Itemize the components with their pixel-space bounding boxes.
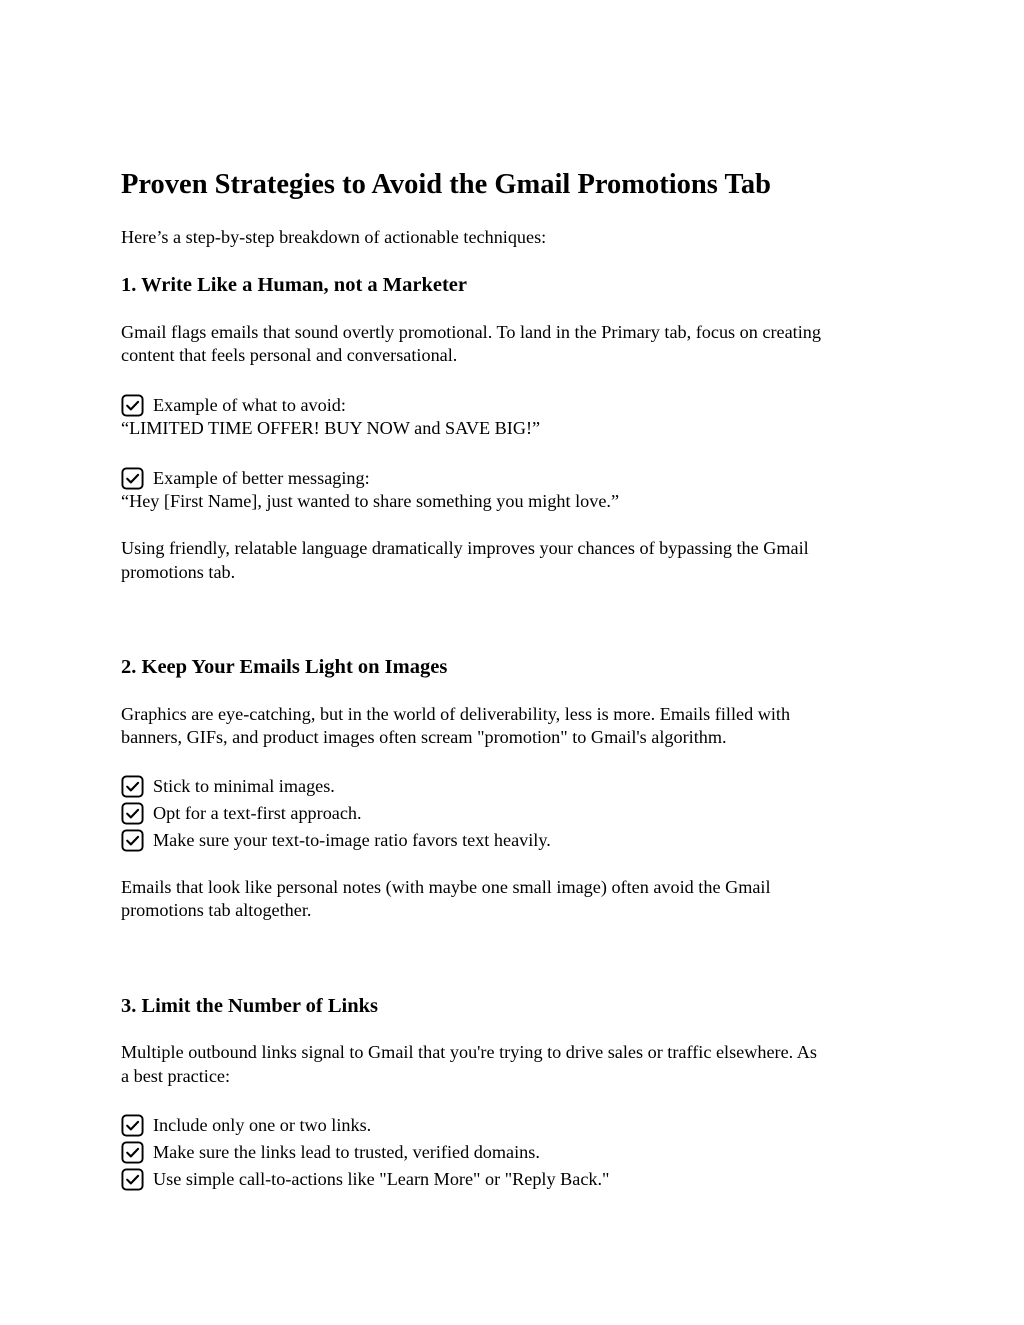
example-better-label-text: Example of better messaging:: [153, 467, 370, 488]
section-3-paragraph-1-line-1: Multiple outbound links signal to Gmail that you're trying to drive sales or traffic elsewhere. As: [121, 1042, 817, 1062]
checked-box-icon: [121, 1114, 144, 1137]
section-2-bullet: [121, 800, 362, 827]
example-avoid-label: [121, 392, 346, 419]
section-2-paragraph-2-line-2: promotions tab altogether.: [121, 900, 312, 920]
section-3-bullet-text: Make sure the links lead to trusted, verified domains.: [153, 1141, 540, 1162]
example-better-label: [121, 465, 370, 492]
section-3-bullet: [121, 1139, 540, 1166]
section-2-bullet-text: Stick to minimal images.: [153, 775, 335, 796]
page-title: Proven Strategies to Avoid the Gmail Promotions Tab: [121, 169, 771, 200]
section-1-heading: 1. Write Like a Human, not a Marketer: [121, 274, 467, 296]
example-better-quote: “Hey [First Name], just wanted to share something you might love.”: [121, 491, 620, 511]
example-avoid-label-text: Example of what to avoid:: [153, 394, 346, 415]
section-2-bullet-text: Opt for a text-first approach.: [153, 802, 362, 823]
checked-box-icon: [121, 467, 144, 490]
checked-box-icon: [121, 775, 144, 798]
section-2-paragraph-1-line-2: banners, GIFs, and product images often scream "promotion" to Gmail's algorithm.: [121, 727, 727, 747]
section-3-bullet-text: Use simple call-to-actions like "Learn More" or "Reply Back.": [153, 1168, 610, 1189]
section-1-paragraph-2-line-2: promotions tab.: [121, 562, 236, 582]
checked-box-icon: [121, 802, 144, 825]
section-1-paragraph-2-line-1: Using friendly, relatable language dramatically improves your chances of bypassing the Gmail: [121, 538, 809, 558]
section-1-paragraph-1-line-1: Gmail flags emails that sound overtly promotional. To land in the Primary tab, focus on creating: [121, 322, 821, 342]
checked-box-icon: [121, 394, 144, 417]
section-3-heading: 3. Limit the Number of Links: [121, 995, 379, 1017]
section-2-heading: 2. Keep Your Emails Light on Images: [121, 656, 448, 678]
section-3-bullet: [121, 1166, 609, 1193]
section-2-bullet: [121, 827, 551, 854]
section-1-paragraph-1-line-2: content that feels personal and conversational.: [121, 345, 458, 365]
section-2-bullet-text: Make sure your text-to-image ratio favors text heavily.: [153, 829, 551, 850]
section-3-paragraph-1-line-2: a best practice:: [121, 1066, 231, 1086]
section-2-paragraph-2-line-1: Emails that look like personal notes (with maybe one small image) often avoid the Gmail: [121, 877, 771, 897]
section-2-paragraph-1-line-1: Graphics are eye-catching, but in the world of deliverability, less is more. Emails filled with: [121, 704, 791, 724]
section-3-bullet-text: Include only one or two links.: [153, 1114, 372, 1135]
intro-text: Here’s a step-by-step breakdown of actionable techniques:: [121, 227, 547, 247]
section-3-bullet: [121, 1112, 371, 1139]
section-2-bullet: [121, 773, 335, 800]
example-avoid-quote: “LIMITED TIME OFFER! BUY NOW and SAVE BIG!”: [121, 418, 541, 438]
checked-box-icon: [121, 1168, 144, 1191]
checked-box-icon: [121, 829, 144, 852]
checked-box-icon: [121, 1141, 144, 1164]
